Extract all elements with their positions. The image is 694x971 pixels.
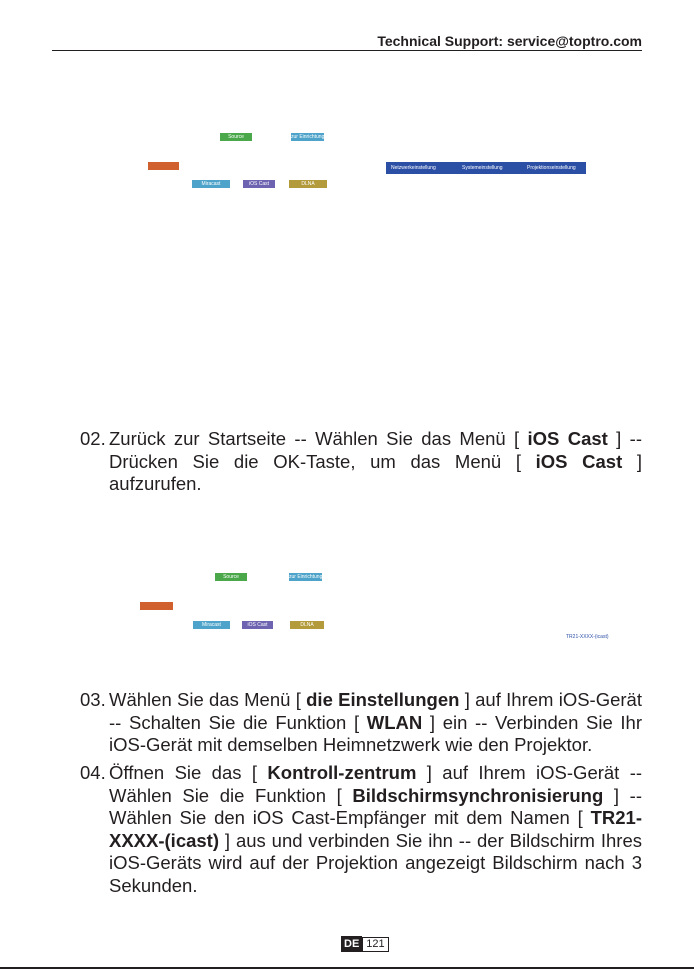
language-label: DE xyxy=(341,936,362,952)
step-text: Öffnen Sie das [ Kontroll-zentrum ] auf Ihrem iOS-Gerät -- Wählen Sie die Funktion [ Bildschirmsynchronisierung ] -- Wählen Sie den iOS Cast-Empfänger mit dem Namen [ TR21-XXXX-(icast) ] aus und verbinden Sie ihn -- der Bildschirm Ihres iOS-Geräts wird auf der Projektion angezeigt Bildschirm nach 3 Sekunden. xyxy=(109,762,643,896)
step-number: 02. xyxy=(80,428,106,449)
source-tile: Source xyxy=(220,133,252,141)
home-tile xyxy=(148,162,179,170)
step-number: 03. xyxy=(80,689,106,710)
dlna-tile: DLNA xyxy=(289,180,327,188)
menu-projection: Projektionseinstellung xyxy=(527,165,576,171)
dlna-tile: DLNA xyxy=(290,621,324,629)
support-header: Technical Support: service@toptro.com xyxy=(377,33,642,49)
source-tile: Source xyxy=(215,573,247,581)
ios-cast-tile: iOS Cast xyxy=(243,180,275,188)
step-text: Wählen Sie das Menü [ die Einstellungen ] auf Ihrem iOS-Gerät -- Schalten Sie die Funktion [ WLAN ] ein -- Verbinden Sie Ihr iOS-Gerät mit demselben Heimnetzwerk wie den Projektor. xyxy=(109,689,642,755)
step-text: Zurück zur Startseite -- Wählen Sie das Menü [ iOS Cast ] -- Drücken Sie die OK-Taste, um das Menü [ iOS Cast ] aufzurufen. xyxy=(109,428,643,494)
bottom-rule xyxy=(0,967,694,969)
page-number: 121 xyxy=(362,937,388,952)
menu-network: Netzwerkeinstellung xyxy=(391,165,436,171)
settings-tile: zur Einrichtung xyxy=(289,574,322,580)
settings-tile: zur Einrichtung xyxy=(291,134,324,140)
header-rule xyxy=(52,50,642,51)
ios-cast-tile: iOS Cast xyxy=(242,621,273,629)
step-number: 04. xyxy=(80,762,106,783)
miracast-tile: Miracast xyxy=(193,621,230,629)
miracast-tile: Miracast xyxy=(192,180,230,188)
step-02 xyxy=(80,428,642,496)
menu-system: Systemeinstellung xyxy=(462,165,503,171)
home-tile xyxy=(140,602,173,610)
step-04 xyxy=(80,762,642,897)
step-03 xyxy=(80,689,642,757)
settings-menu-bar xyxy=(386,162,586,174)
page-badge xyxy=(341,936,389,952)
receiver-name-label: TR21-XXXX-(icast) xyxy=(566,634,609,640)
